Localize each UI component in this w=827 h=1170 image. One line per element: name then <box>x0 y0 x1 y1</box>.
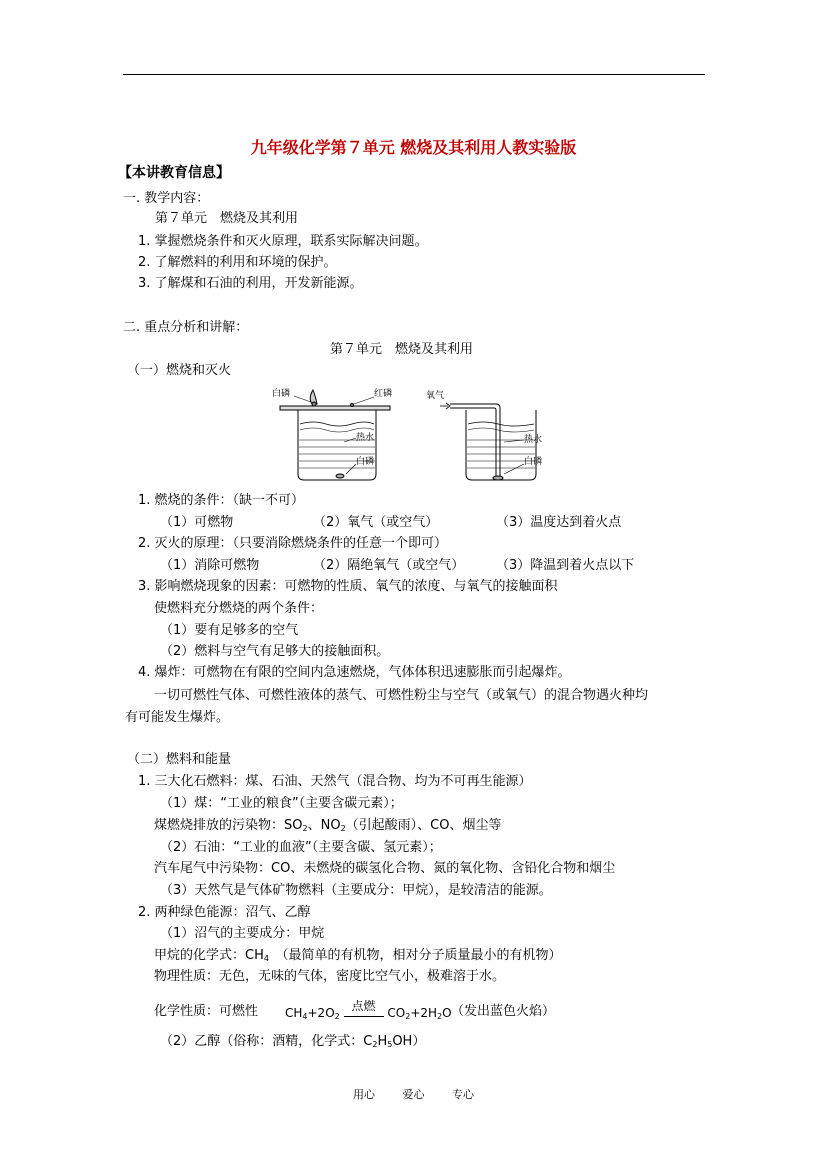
part2-heading: （二）燃料和能量 <box>127 752 232 767</box>
footer <box>0 1086 827 1102</box>
fossil-fuels-line: 1. 三大化石燃料：煤、石油、天然气（混合物、均为不可再生能源） <box>138 774 532 789</box>
fig-label-hot-water-left: 热水 <box>356 433 375 443</box>
physical-properties-line: 物理性质：无色，无味的气体，密度比空气小，极难溶于水。 <box>154 969 506 984</box>
footer-text: 专心 <box>452 1088 474 1101</box>
part1-heading: （一）燃烧和灭火 <box>127 363 232 378</box>
list-item: 2. 了解燃料的利用和环境的保护。 <box>138 255 337 270</box>
footer-text: 爱心 <box>402 1088 425 1101</box>
ethanol-line: （2）乙醇（俗称：酒精，化学式：$C_2H_5OH$） <box>160 1034 426 1049</box>
combustion-conditions-title: 1. 燃烧的条件：（缺一不可） <box>138 493 305 508</box>
full-burn-item: （1）要有足够多的空气 <box>160 623 299 638</box>
factors-line: 3. 影响燃烧现象的因素：可燃物的性质、氧气的浓度、与氧气的接触面积 <box>138 579 558 594</box>
exhaust-line: 汽车尾气中污染物：CO、未燃烧的碳氢化合物、氮的氧化物、含铅化合物和烟尘 <box>154 861 616 876</box>
fig-label-red-p: 红磷 <box>374 389 393 399</box>
full-burn-title: 使燃料充分燃烧的两个条件： <box>154 601 324 616</box>
fig-label-oxygen: 氧气 <box>426 391 445 401</box>
footer-text: 用心 <box>353 1088 375 1101</box>
explosion-paragraph: 一切可燃性气体、可燃性液体的蒸气、可燃性粉尘与空气（或氧气）的混合物遇火种均 <box>154 688 649 703</box>
fig-label-white-p-right: 白磷 <box>524 457 543 467</box>
unit-line: 第７单元 燃烧及其利用 <box>155 211 299 226</box>
header-rule <box>123 74 705 75</box>
fig-label-hot-water-right: 热水 <box>524 435 543 445</box>
chemical-properties-label: 化学性质：可燃性 <box>154 1004 259 1019</box>
oil-line: （2）石油：“工业的血液”（主要含碳、氢元素）； <box>160 840 442 855</box>
explosion-paragraph-cont: 有可能发生爆炸。 <box>125 710 230 725</box>
condition-item: （2）氧气（或空气） <box>313 515 439 530</box>
combustion-experiment-figure <box>268 384 566 484</box>
biogas-line: （1）沼气的主要成分：甲烷 <box>160 926 325 941</box>
fig-label-white-p-top: 白磷 <box>272 389 291 399</box>
full-burn-item: （2）燃料与空气有足够大的接触面积。 <box>160 644 390 659</box>
extinguish-item: （2）隔绝氧气（或空气） <box>313 558 465 573</box>
natural-gas-line: （3）天然气是气体矿物燃料（主要成分：甲烷），是较清洁的能源。 <box>160 883 552 898</box>
unit-center-title: 第７单元 燃烧及其利用 <box>330 342 474 357</box>
condition-item: （3）温度达到着火点 <box>496 515 622 530</box>
green-energy-line: 2. 两种绿色能源：沼气、乙醇 <box>138 905 311 920</box>
reaction-condition: 点燃 <box>344 1010 384 1017</box>
condition-item: （1）可燃物 <box>160 515 234 530</box>
fig-label-white-p-left: 白磷 <box>356 457 375 467</box>
coal-line: （1）煤：“工业的粮食”（主要含碳元素）； <box>160 796 403 811</box>
combustion-equation: $CH_4+2O_2$ 点燃 $CO_2+2H_2O$ <box>285 999 452 1021</box>
analysis-heading: 二. 重点分析和讲解： <box>123 320 249 335</box>
explosion-line: 4. 爆炸：可燃物在有限的空间内急速燃烧，气体体积迅速膨胀而引起爆炸。 <box>138 665 571 680</box>
list-item: 3. 了解煤和石油的利用，开发新能源。 <box>138 276 363 291</box>
coal-pollutants-line: 煤燃烧排放的污染物：$SO_2$、$NO_2$（引起酸雨）、CO、烟尘等 <box>154 818 502 833</box>
methane-formula-line: 甲烷的化学式：$CH_4$ （最简单的有机物，相对分子质量最小的有机物） <box>154 948 562 963</box>
extinguish-title: 2. 灭火的原理：（只要消除燃烧条件的任意一个即可） <box>138 536 448 551</box>
flame-note: （发出蓝色火焰） <box>451 1004 556 1019</box>
section-header: 【本讲教育信息】 <box>118 165 230 181</box>
extinguish-item: （1）消除可燃物 <box>160 558 260 573</box>
list-item: 1. 掌握燃烧条件和灭火原理，联系实际解决问题。 <box>138 234 428 249</box>
teaching-content-heading: 一. 教学内容： <box>123 191 210 206</box>
page-title: 九年级化学第７单元 燃烧及其利用人教实验版 <box>250 138 577 157</box>
extinguish-item: （3）降温到着火点以下 <box>496 558 635 573</box>
